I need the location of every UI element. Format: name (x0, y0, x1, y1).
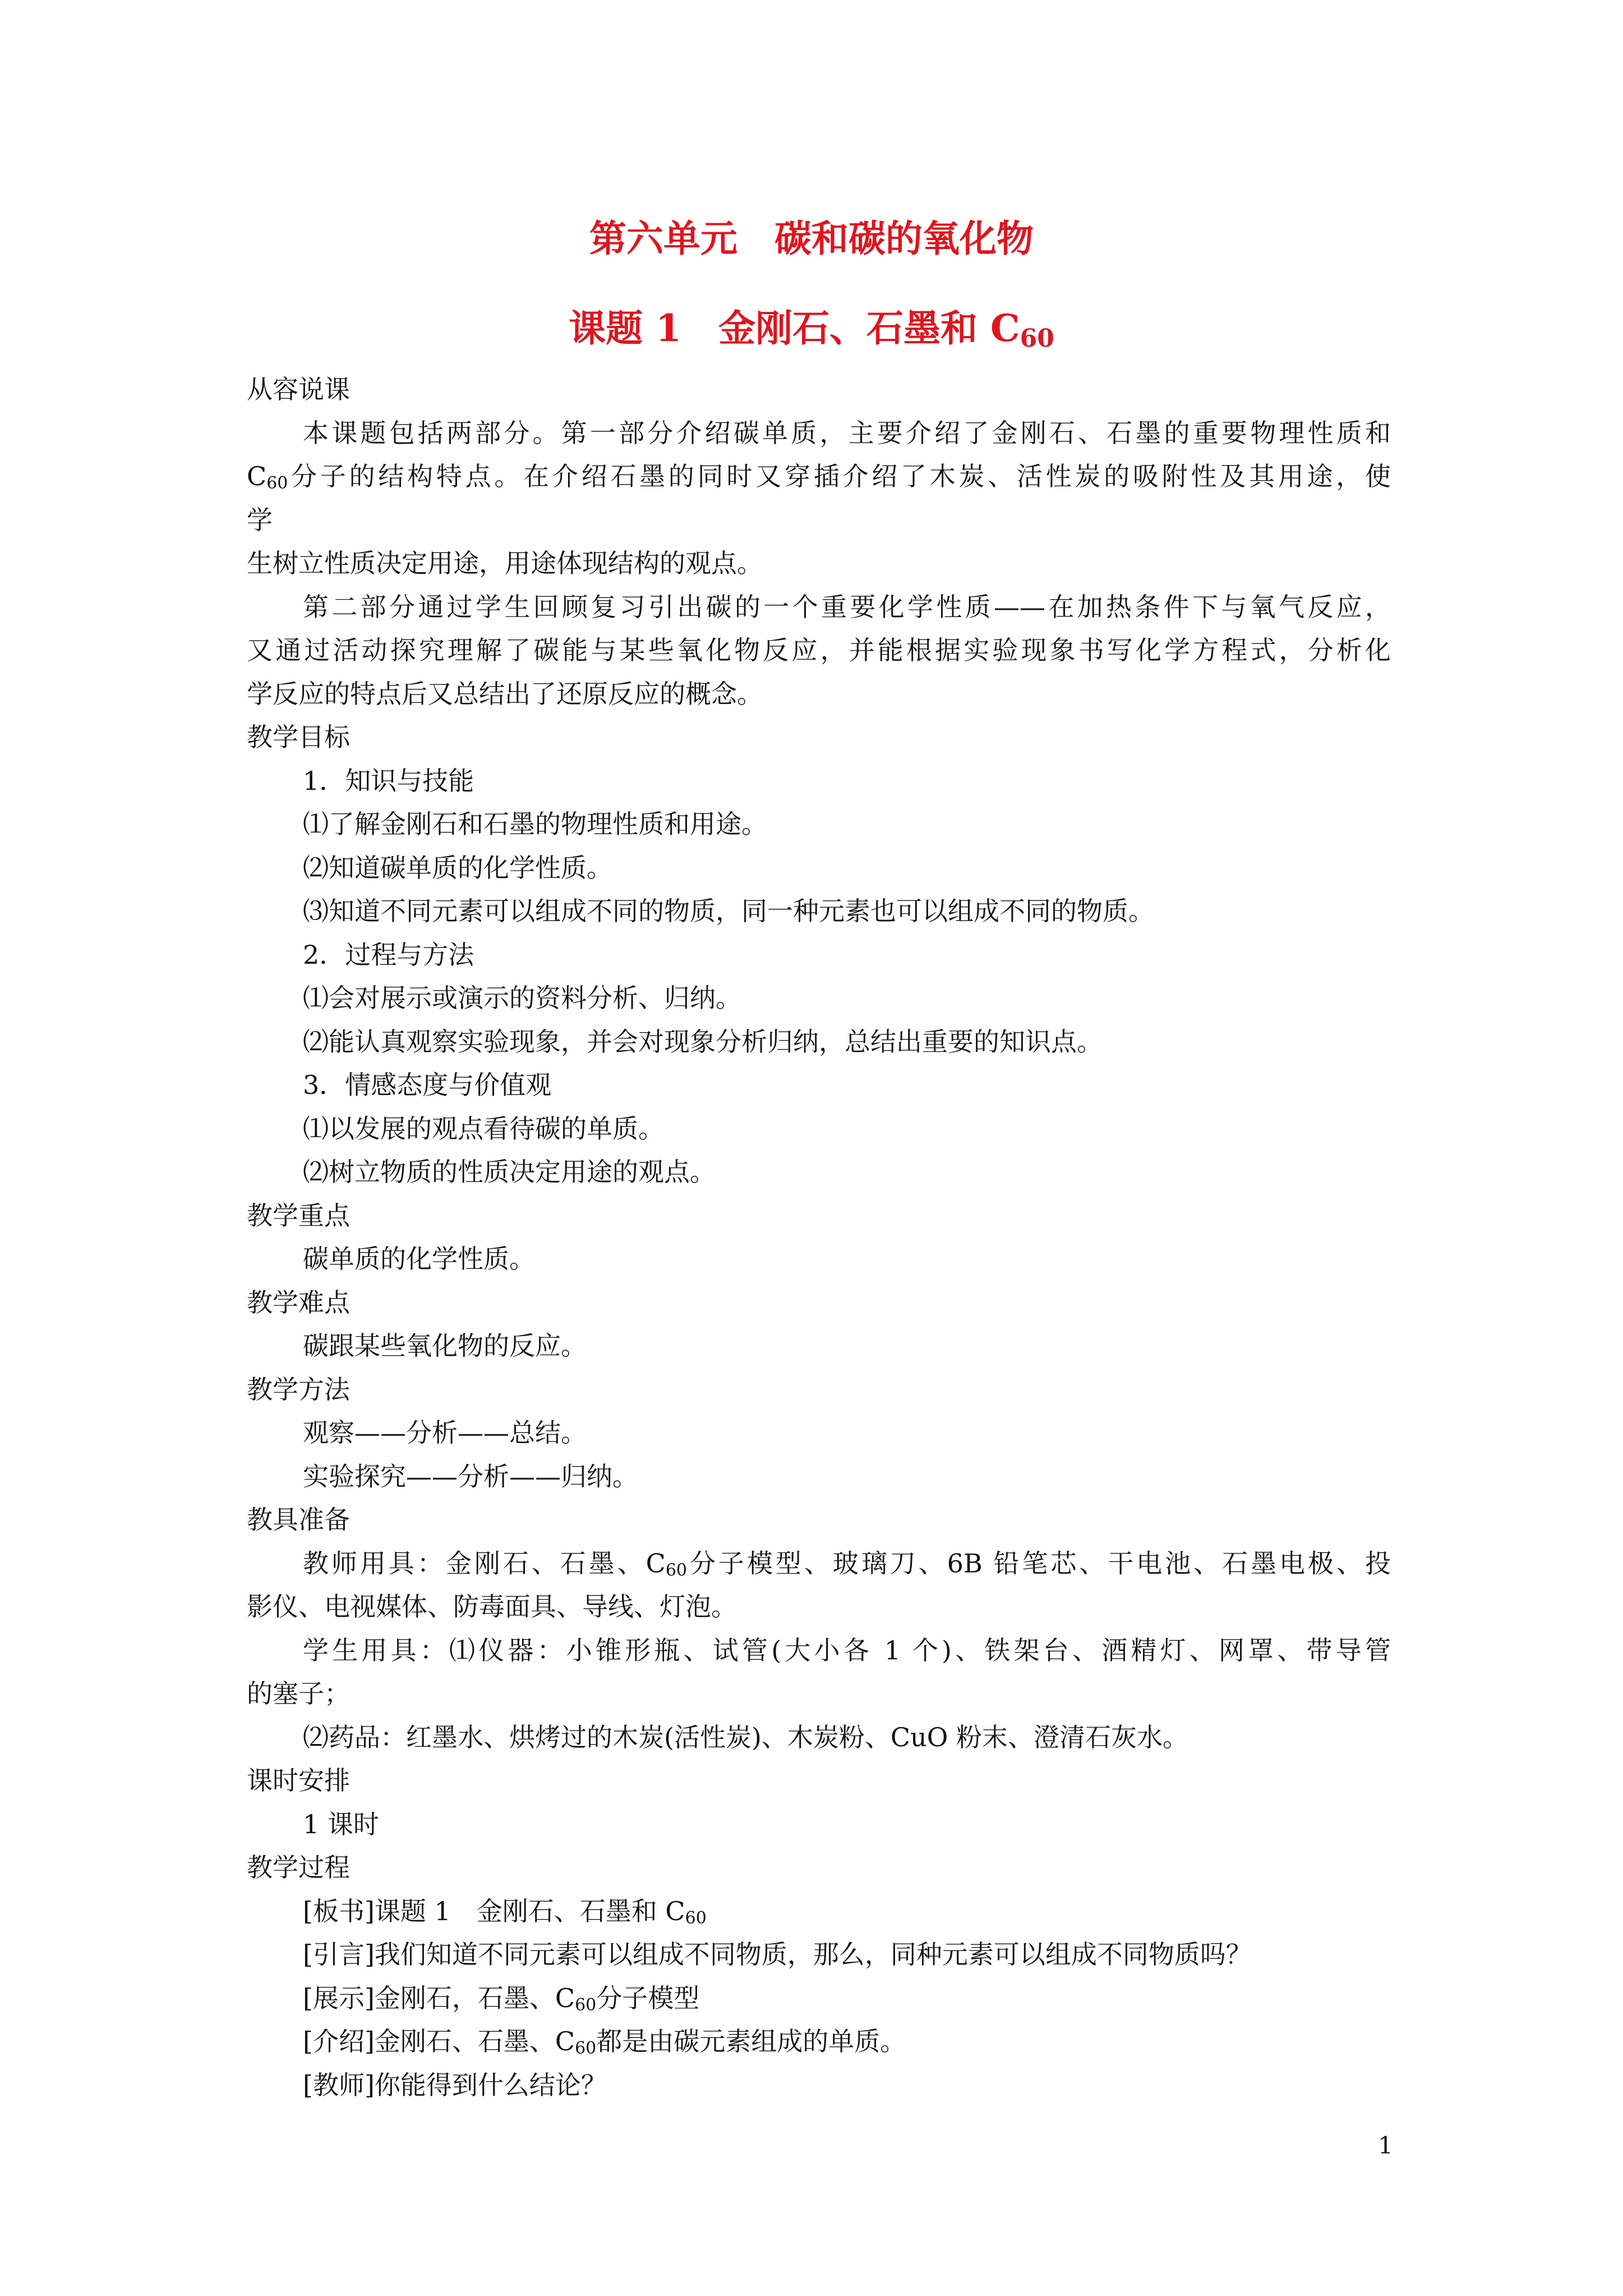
paragraph-line: ⑵药品：红墨水、烘烤过的木炭(活性炭)、木炭粉、CuO 粉末、澄清石灰水。 (303, 1722, 1189, 1752)
lesson-name: 金刚石、石墨和 C (718, 306, 1020, 350)
paragraph-line: [板书]课题 1 金刚石、石墨和 $C_{60}$ (303, 1895, 707, 1928)
section-heading: 教学过程 (247, 1852, 350, 1883)
lesson-name-subscript: 60 (1020, 324, 1054, 353)
paragraph-line: 学 (247, 504, 273, 535)
paragraph-line: 学反应的特点后又总结出了还原反应的概念。 (247, 678, 763, 709)
list-item: ⑶知道不同元素可以组成不同的物质，同一种元素也可以组成不同的物质。 (303, 896, 1154, 926)
paragraph-line: 观察——分析——总结。 (303, 1418, 587, 1448)
unit-number: 第六单元 (589, 217, 737, 260)
section-heading: 教学目标 (247, 722, 350, 752)
paragraph-line: [教师]你能得到什么结论？ (303, 2069, 607, 2100)
paragraph-line: 教师用具：金刚石、石墨、$C_{60}$分子模型、玻璃刀、6B 铅笔芯、干电池、石墨电极、投 (303, 1548, 1391, 1580)
paragraph-line: 碳单质的化学性质。 (303, 1244, 535, 1274)
section-heading: 教学难点 (247, 1287, 350, 1318)
paragraph-line: [介绍]金刚石、石墨、$C_{60}$都是由碳元素组成的单质。 (303, 2026, 906, 2058)
paragraph-line: 实验探究——分析——归纳。 (303, 1461, 638, 1492)
paragraph-line: 影仪、电视媒体、防毒面具、导线、灯泡。 (247, 1591, 737, 1622)
lesson-number: 课题 1 (569, 306, 682, 350)
list-item: ⑵能认真观察实验现象，并会对现象分析归纳，总结出重要的知识点。 (303, 1026, 1103, 1057)
paragraph-line: [展示]金刚石，石墨、$C_{60}$分子模型 (303, 1982, 700, 2015)
list-item: 2．过程与方法 (303, 939, 474, 970)
paragraph-line: 本课题包括两部分。第一部分介绍碳单质，主要介绍了金刚石、石墨的重要物理性质和 (303, 417, 1391, 448)
paragraph-line: 又通过活动探究理解了碳能与某些氧化物反应，并能根据实验现象书写化学方程式，分析化 (247, 635, 1391, 665)
paragraph-line: 学生用具：⑴仪器：小锥形瓶、试管(大小各 1 个)、铁架台、酒精灯、网罩、带导管 (303, 1635, 1391, 1665)
section-heading: 课时安排 (247, 1765, 350, 1796)
section-heading: 教学方法 (247, 1374, 350, 1405)
list-item: ⑵树立物质的性质决定用途的观点。 (303, 1157, 716, 1187)
document-body (247, 368, 1391, 2107)
list-item: 3．情感态度与价值观 (303, 1070, 552, 1100)
lesson-title (0, 306, 1623, 351)
paragraph-line: 生树立性质决定用途，用途体现结构的观点。 (247, 548, 763, 578)
paragraph-line: 碳跟某些氧化物的反应。 (303, 1331, 587, 1361)
list-item: ⑵知道碳单质的化学性质。 (303, 852, 612, 883)
list-item: 1．知识与技能 (303, 765, 474, 796)
list-item: ⑴了解金刚石和石墨的物理性质和用途。 (303, 809, 767, 839)
section-heading: 教具准备 (247, 1504, 350, 1535)
unit-name: 碳和碳的氧化物 (774, 217, 1034, 260)
paragraph-line: 1 课时 (303, 1809, 379, 1839)
unit-title (0, 216, 1623, 261)
paragraph-line: 的塞子； (247, 1678, 350, 1709)
page-number: 1 (1378, 2132, 1393, 2159)
paragraph-line: 第二部分通过学生回顾复习引出碳的一个重要化学性质——在加热条件下与氧气反应， (303, 591, 1391, 622)
paragraph-line: [引言]我们知道不同元素可以组成不同物质，那么，同种元素可以组成不同物质吗？ (303, 1939, 1252, 1970)
section-heading: 教学重点 (247, 1200, 350, 1231)
paragraph-line: $C_{60}$分子的结构特点。在介绍石墨的同时又穿插介绍了木炭、活性炭的吸附性及其用途，使 (247, 461, 1391, 493)
list-item: ⑴会对展示或演示的资料分析、归纳。 (303, 983, 741, 1013)
section-heading: 从容说课 (247, 374, 350, 404)
list-item: ⑴以发展的观点看待碳的单质。 (303, 1113, 664, 1144)
